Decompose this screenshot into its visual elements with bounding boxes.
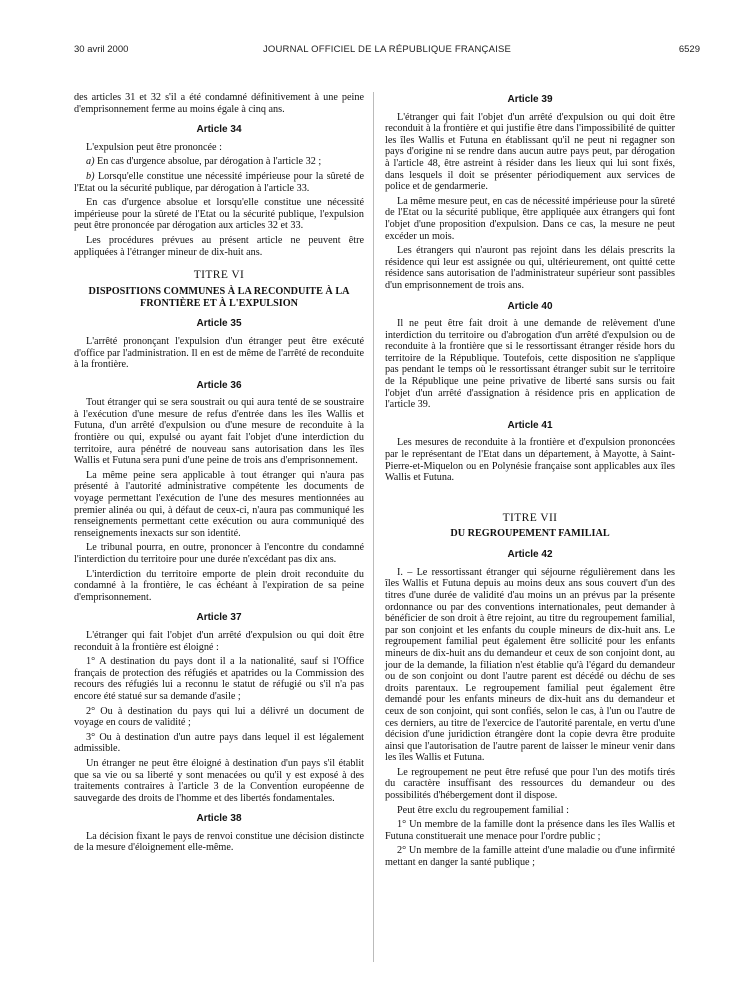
paragraph-text: Lorsqu'elle constitue une nécessité impérieuse pour la sûreté de l'Etat ou la sécurité publique, par dérogation à l'article 33. — [74, 170, 364, 194]
article-heading: Article 37 — [196, 612, 242, 624]
paragraph: 2° Ou à destination du pays qui lui a délivré un document de voyage en cours de validité ; — [74, 705, 364, 729]
paragraph: En cas d'urgence absolue et lorsqu'elle constitue une nécessité impérieuse pour la sûreté de l'Etat ou la sécurité publique, l'expulsion peut être prononcée par dérogation aux articles 32 et 33. — [74, 197, 364, 232]
paragraph: Le regroupement ne peut être refusé que pour l'un des motifs tirés du caractère insuffisant des ressources du demandeur ou des possibilités d'hébergement dont il dispose. — [385, 766, 675, 802]
article-heading: Article 42 — [507, 549, 553, 561]
column-divider — [373, 92, 374, 962]
article-heading: Article 38 — [196, 813, 242, 825]
right-column — [385, 92, 675, 872]
paragraph: 1° A destination du pays dont il a la nationalité, sauf si l'Office français de protection des réfugiés et apatrides ou la Commission des recours des réfugiés lui a reconnu le statut de réfugié ou s'il n'a pas encore été statué sur sa demande d'asile ; — [74, 656, 364, 702]
paragraph: 1° Un membre de la famille dont la présence dans les îles Wallis et Futuna constituerait une menace pour l'ordre public ; — [385, 819, 675, 842]
paragraph: I. – Le ressortissant étranger qui séjourne régulièrement dans les îles Wallis et Futuna depuis au moins deux ans sous couvert d'un des titres d'une durée de validité d'au moins un an prévus par la présente ordonnance ou par des conventions internationales, peut demander à bénéficier de son droit à être rejoint, au titre du regroupement familial, par son conjoint et les enfants du couple mineurs de dix-huit ans. Le regroupement familial peut également être sollicité pour les enfants mineurs de dix-huit ans du demandeur et ceux de son conjoint dont, au jour de la demande, la filiation n'est établie qu'à l'égard du demandeur ou de son conjoint ou dont l'autre parent est décédé ou déchu de ses droits parentaux. Le regroupement familial peut également être demandé pour les enfants mineurs de dix-huit ans du demandeur et ceux de son conjoint, qui sont confiés, selon le cas, à l'un ou l'autre de ces derniers, au titre de l'exercice de l'autorité parentale, en vertu d'une décision d'une juridiction étrangère dont la copie devra être produite ainsi que l'autorisation de l'autre parent de laisser le mineur venir dans les îles Wallis et Futuna. — [385, 566, 675, 764]
paragraph: Les procédures prévues au présent article ne peuvent être appliquées à l'étranger mineur de dix-huit ans. — [74, 234, 364, 258]
paragraph: Peut être exclu du regroupement familial : — [397, 804, 569, 816]
article-heading: Article 40 — [507, 300, 553, 312]
paragraph: Il ne peut être fait droit à une demande de relèvement d'une interdiction du territoire ou d'abrogation d'un arrêté d'expulsion ou de reconduite à la frontière que si le ressortissant étranger réside hors du territoire de la République. Toutefois, cette disposition ne s'applique pas pendant le temps où le ressortissant étranger subit sur le territoire de la République une peine privative de liberté sans sursis ou fait l'objet d'un arrêté d'assignation à résidence pris en application de l'article 39. — [385, 318, 675, 411]
header-journal-title: JOURNAL OFFICIEL DE LA RÉPUBLIQUE FRANÇAISE — [262, 44, 512, 55]
header-date: 30 avril 2000 — [74, 44, 129, 55]
article-heading: Article 35 — [196, 318, 242, 330]
header-page-number: 6529 — [678, 44, 700, 55]
paragraph — [74, 156, 364, 168]
titre-subheading: DISPOSITIONS COMMUNES À LA RECONDUITE À LA FRONTIÈRE ET À L'EXPULSION — [88, 285, 350, 309]
paragraph: Les mesures de reconduite à la frontière et d'expulsion prononcées par le représentant de l'Etat dans un département, à Mayotte, à Saint-Pierre-et-Miquelon ou en Polynésie française sont applicables aux îles Wallis et Futuna. — [385, 437, 675, 484]
paragraph: L'étranger qui fait l'objet d'un arrêté d'expulsion ou qui doit être reconduit à la frontière est éloigné : — [74, 629, 364, 653]
titre-subheading: DU REGROUPEMENT FAMILIAL — [450, 528, 610, 540]
article-heading: Article 41 — [507, 419, 553, 431]
paragraph: Le tribunal pourra, en outre, prononcer à l'encontre du condamné l'interdiction du territoire pour une durée n'excédant pas dix ans. — [74, 542, 364, 565]
paragraph: L'étranger qui fait l'objet d'un arrêté d'expulsion ou qui doit être reconduit à la frontière et qui justifie être dans l'impossibilité de quitter les îles Wallis et Futuna en établissant qu'il ne peut ni regagner son pays d'origine ni se rendre dans aucun autre pays peut, par dérogation à l'article 48, être astreint à résider dans les lieux qui lui sont fixés, dans lesquels il doit se présenter périodiquement aux services de police et de gendarmerie. — [385, 111, 675, 193]
paragraph — [74, 171, 364, 194]
list-letter: b) — [86, 170, 95, 182]
article-heading: Article 34 — [196, 124, 242, 136]
paragraph: Les étrangers qui n'auront pas rejoint dans les délais prescrits la résidence qui leur est assignée ou qui, ultérieurement, ont quitté cette résidence sans autorisation de l'administrateur supérieur sont passibles d'un emprisonnement de trois ans. — [385, 245, 675, 291]
titre-heading: TITRE VII — [502, 511, 558, 524]
titre-heading: TITRE VI — [193, 269, 245, 282]
paragraph: La même mesure peut, en cas de nécessité impérieuse pour la sûreté de l'Etat ou la sécurité publique, être appliquée aux étrangers qui font l'objet d'une proposition d'expulsion. Dans ce cas, la mesure ne peut excéder un mois. — [385, 195, 675, 242]
paragraph: L'arrêté prononçant l'expulsion d'un étranger peut être exécuté d'office par l'administration. Il en est de même de l'arrêté de reconduite à la frontière. — [74, 335, 364, 371]
paragraph: La décision fixant le pays de renvoi constitue une décision distincte de la mesure d'éloignement elle-même. — [74, 830, 364, 854]
paragraph: Un étranger ne peut être éloigné à destination d'un pays s'il établit que sa vie ou sa liberté y sont menacées ou qu'il y est exposé à des traitements contraires à l'article 3 de la Convention européenne de sauvegarde des droits de l'homme et des libertés fondamentales. — [74, 757, 364, 804]
paragraph: 2° Un membre de la famille atteint d'une maladie ou d'une infirmité mettant en danger la santé publique ; — [385, 845, 675, 869]
page-header — [74, 44, 700, 58]
paragraph: Tout étranger qui se sera soustrait ou qui aura tenté de se soustraire à l'exécution d'une mesure de refus d'entrée dans les îles Wallis et Futuna, d'un arrêté d'expulsion ou d'une mesure de reconduite à la frontière ou qui, expulsé ou ayant fait l'objet d'une interdiction du territoire, aura pénétré de nouveau sans autorisation dans les îles Wallis et Futuna sera puni d'une peine de trois ans d'emprisonnement. — [74, 397, 364, 467]
list-letter: a) — [86, 156, 95, 168]
paragraph: 3° Ou à destination d'un autre pays dans lequel il est légalement admissible. — [74, 731, 364, 755]
article-heading: Article 39 — [507, 94, 553, 105]
paragraph: L'interdiction du territoire emporte de plein droit reconduite du condamné à la frontière, le cas échéant à l'expiration de sa peine d'emprisonnement. — [74, 568, 364, 603]
spacer — [385, 487, 675, 501]
paragraph-text: En cas d'urgence absolue, par dérogation à l'article 32 ; — [94, 156, 322, 168]
left-column — [74, 92, 364, 857]
article-heading: Article 36 — [196, 379, 242, 391]
paragraph: La même peine sera applicable à tout étranger qui n'aura pas présenté à l'autorité administrative compétente les documents de voyage permettant l'exécution de l'une des mesures mentionnées au premier alinéa ou qui, à défaut de ceux-ci, n'aura pas communiqué les renseignements permettant cette exécution ou aura communiqué des renseignements inexacts sur son identité. — [74, 469, 364, 539]
paragraph: L'expulsion peut être prononcée : — [86, 141, 222, 153]
paragraph: des articles 31 et 32 s'il a été condamné définitivement à une peine d'emprisonnement ferme au moins égale à cinq ans. — [74, 92, 364, 115]
